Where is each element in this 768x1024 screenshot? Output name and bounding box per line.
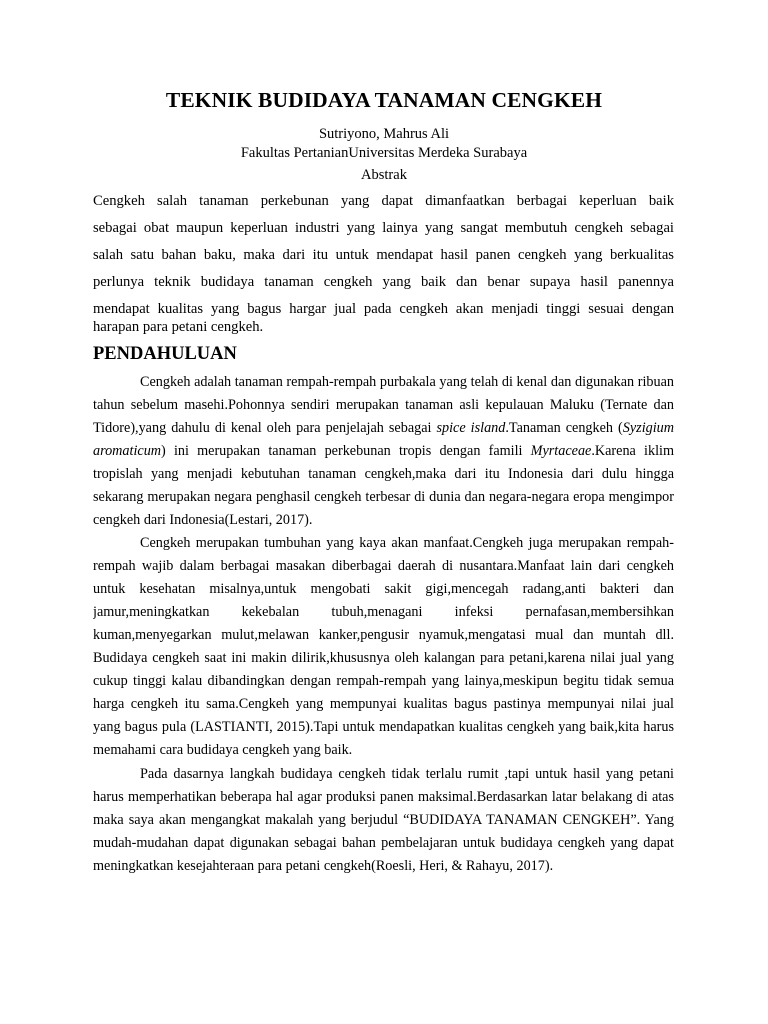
paragraph-line: harus memperhatikan beberapa hal agar produksi panen maksimal.Berdasarkan latar belakang di atas	[93, 789, 674, 805]
paragraph-line: cukup tinggi kalau dibandingkan dengan rempah-rempah yang lainya,meskipun begitu tidak semua	[93, 673, 674, 689]
paragraph-line: harga cengkeh itu sama.Cengkeh yang mempunyai kualitas bagus pastinya mempunyai nilai jual	[93, 696, 674, 712]
paragraph-line: aromaticum) ini merupakan tanaman perkebunan tropis dengan famili Myrtaceae.Karena iklim	[93, 443, 674, 459]
paragraph-line: maka saya akan mengangkat makalah yang berjudul “BUDIDAYA TANAMAN CENGKEH”. Yang	[93, 812, 674, 828]
paragraph-line: meningkatkan kesejahteraan para petani cengkeh(Roesli, Heri, & Rahayu, 2017).	[93, 858, 554, 874]
paper-title: TEKNIK BUDIDAYA TANAMAN CENGKEH	[165, 88, 603, 112]
abstract-line: Cengkeh salah tanaman perkebunan yang dapat dimanfaatkan berbagai keperluan baik	[93, 193, 674, 209]
paragraph-line: memahami cara budidaya cengkeh yang baik.	[93, 742, 353, 758]
paragraph-line: mudah-mudahan dapat digunakan sebagai bahan pembelajaran untuk budidaya cengkeh yang dapat	[93, 835, 674, 851]
paragraph-line: cengkeh dari Indonesia(Lestari, 2017).	[93, 512, 313, 528]
paragraph-line: Pada dasarnya langkah budidaya cengkeh tidak terlalu rumit ,tapi untuk hasil yang petani	[140, 766, 674, 782]
paragraph-line: Tidore),yang dahulu di kenal oleh para penjelajah sebagai spice island.Tanaman cengkeh (Syzigium	[93, 420, 674, 436]
paragraph-line: sekarang merupakan negara penghasil cengkeh terbesar di dunia dan negara-negara eropa mengimpor	[93, 489, 674, 505]
abstract-line: perlunya teknik budidaya tanaman cengkeh yang baik dan benar supaya hasil panennya	[93, 274, 674, 290]
abstract-heading: Abstrak	[361, 167, 407, 183]
abstract-line: sebagai obat maupun keperluan industri yang lainya yang sangat membutuh cengkeh sebagai	[93, 220, 674, 236]
abstract-line: mendapat kualitas yang bagus hargar jual pada cengkeh akan menjadi tinggi sesuai dengan	[93, 301, 674, 317]
paragraph-line: Budidaya cengkeh saat ini makin dilirik,khususnya oleh kalangan para petani,karena nilai jual yang	[93, 650, 674, 666]
paragraph-line: yang bagus pula (LASTIANTI, 2015).Tapi untuk mendapatkan kualitas cengkeh yang baik,kita harus	[93, 719, 674, 735]
paragraph-line: kuman,menyegarkan mulut,melawan kanker,pengusir nyamuk,mengatasi mual dan muntah dll.	[93, 627, 674, 643]
paragraph-line: jamur,meningkatkan kekebalan tubuh,menagani infeksi pernafasan,membersihkan	[93, 604, 674, 620]
paragraph-line: untuk kesehatan misalnya,untuk mengobati sakit gigi,mencegah radang,anti bakteri dan	[93, 581, 674, 597]
affiliation: Fakultas PertanianUniversitas Merdeka Surabaya	[240, 145, 528, 161]
paragraph-line: tahun sebelum masehi.Pohonnya sendiri merupakan tanaman asli kepulauan Maluku (Ternate dan	[93, 397, 674, 413]
abstract-line: salah satu bahan baku, maka dari itu untuk mendapat hasil panen cengkeh yang berkualitas	[93, 247, 674, 263]
authors: Sutriyono, Mahrus Ali	[318, 126, 450, 142]
paragraph-line: rempah wajib dalam berbagai masakan diberbagai daerah di nusantara.Manfaat lain dari cengkeh	[93, 558, 674, 574]
section-heading: PENDAHULUAN	[93, 344, 237, 364]
abstract-line: harapan para petani cengkeh.	[93, 319, 264, 335]
paragraph-line: tropislah yang menjadi kebutuhan tanaman cengkeh,maka dari itu Indonesia dari dulu hingga	[93, 466, 674, 482]
paragraph-line: Cengkeh merupakan tumbuhan yang kaya akan manfaat.Cengkeh juga merupakan rempah-	[140, 535, 674, 551]
paragraph-line: Cengkeh adalah tanaman rempah-rempah purbakala yang telah di kenal dan digunakan ribuan	[140, 374, 674, 390]
